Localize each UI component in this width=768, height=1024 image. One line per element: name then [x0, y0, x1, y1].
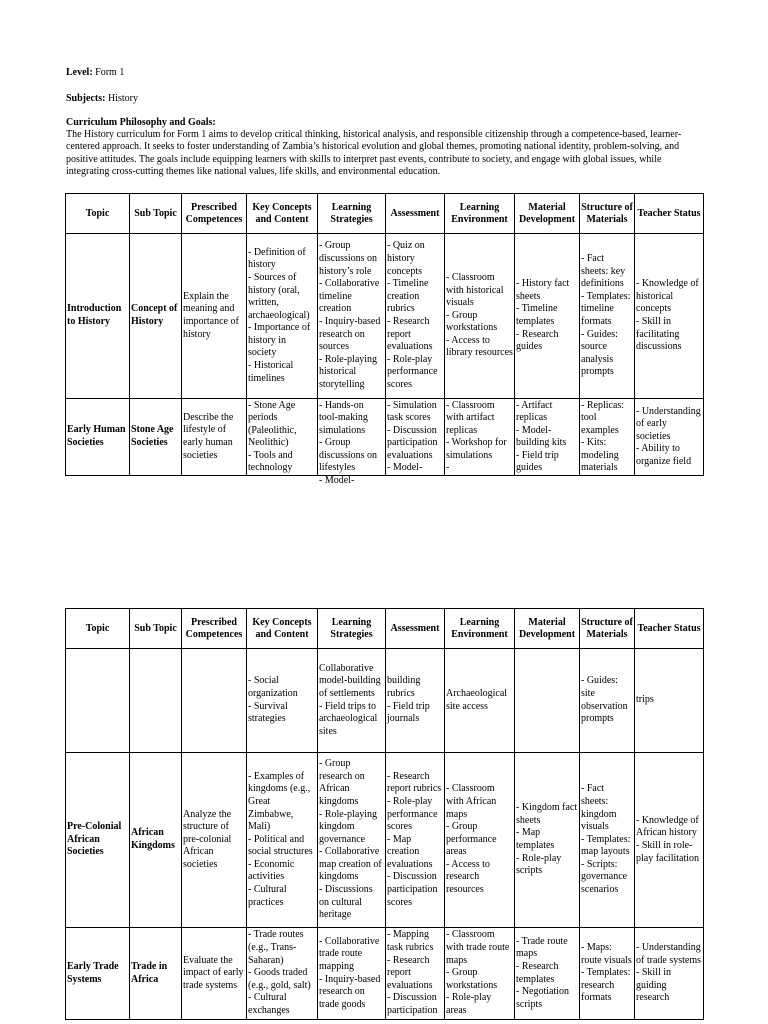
assessment-cell [386, 649, 445, 753]
column-header: Material Development [515, 194, 580, 234]
cell-text: Analyze the structure of pre-colonial African societies [183, 808, 232, 870]
cell-text: Concept of History [131, 303, 178, 327]
cell-text: - Kingdom fact sheets - Map templates - Role-play scripts [516, 802, 578, 877]
cell-text: - Fact sheets: kingdom visuals - Templates: map layouts - Scripts: governance scenarios [581, 783, 631, 896]
table-header-row [66, 194, 704, 234]
structure-cell [580, 399, 635, 476]
column-header: Teacher Status [635, 194, 704, 234]
cell-text: - Social organization - Survival strategies [248, 675, 298, 725]
structure-cell [580, 928, 635, 1020]
topic-cell [66, 649, 130, 753]
cell-text: - Trade route maps - Research templates - Negotiation scripts [516, 935, 570, 1010]
structure-cell [580, 753, 635, 928]
column-header: Topic [66, 609, 130, 649]
cell-text: Evaluate the impact of early trade systems [183, 954, 244, 991]
column-header: Sub Topic [130, 609, 182, 649]
strategies-cell [318, 234, 386, 399]
column-header: Learning Strategies [318, 609, 386, 649]
column-header: Structure of Materials [580, 609, 635, 649]
cell-text: - Stone Age periods (Paleolithic, Neolithic) - Tools and technology [248, 399, 297, 474]
column-header: Key Concepts and Content [247, 194, 318, 234]
table-row [66, 928, 704, 1020]
competences-cell [182, 753, 247, 928]
cell-text: - Understanding of trade systems - Skill in guiding research [636, 942, 701, 1004]
subjects-value: History [107, 93, 138, 104]
cell-text: - Trade routes (e.g., Trans-Saharan) - Goods traded (e.g., gold, salt) - Cultural exchanges [248, 929, 311, 1016]
curriculum-table-1 [65, 193, 704, 487]
table-row [66, 234, 704, 399]
column-header: Assessment [386, 609, 445, 649]
subtopic-cell [130, 753, 182, 928]
materials-cell [515, 649, 580, 753]
subtopic-cell [130, 649, 182, 753]
cell-text: - Definition of history - Sources of history (oral, written, archaeological) - Importance of history in society - Historical timelines [248, 246, 311, 384]
cell-text: - Understanding of early societies - Ability to organize field [636, 405, 701, 467]
cell-text: - Simulation task scores - Discussion participation evaluations - Model- [387, 399, 438, 474]
cell-text: - Hands-on tool-making simulations - Group discussions on lifestyles - Model- [319, 399, 378, 487]
cell-text: - Maps: route visuals - Templates: research formats [581, 942, 632, 1004]
teacher-cell [635, 928, 704, 1020]
table-body [66, 649, 704, 1020]
topic-cell [66, 399, 130, 476]
environment-cell [445, 234, 515, 399]
strategies-cell [318, 928, 386, 1020]
materials-cell [515, 399, 580, 476]
cell-text: Early Trade Systems [67, 960, 119, 985]
column-header: Assessment [386, 194, 445, 234]
philosophy-section [66, 117, 706, 179]
cell-text: building rubrics - Field trip journals [387, 675, 430, 725]
concepts-cell [247, 234, 318, 399]
subjects-label: Subjects: [66, 93, 106, 104]
column-header: Learning Environment [445, 194, 515, 234]
strategies-cell [318, 399, 386, 487]
cell-text: Early Human Societies [67, 424, 126, 448]
structure-cell [580, 649, 635, 753]
column-header: Prescribed Competences [182, 194, 247, 234]
level-line [66, 67, 124, 79]
cell-text: - Artifact replicas - Model-building kits - Field trip guides [516, 399, 567, 474]
cell-text: Describe the lifestyle of early human societies [183, 411, 234, 461]
concepts-cell [247, 649, 318, 753]
subtopic-cell [130, 928, 182, 1020]
cell-text: - Knowledge of African history - Skill in role-play facilitation [636, 814, 700, 864]
cell-text: - Group discussions on history’s role - Collaborative timeline creation - Inquiry-based research on sources - Role-playing historical storytelling [319, 240, 381, 390]
column-header: Material Development [515, 609, 580, 649]
cell-text: - Collaborative trade route mapping - Inquiry-based research on trade goods [319, 935, 381, 1010]
topic-cell [66, 928, 130, 1020]
teacher-cell [635, 753, 704, 928]
strategies-cell [318, 753, 386, 928]
environment-cell [445, 753, 515, 928]
materials-cell [515, 753, 580, 928]
subtopic-cell [130, 234, 182, 399]
cell-text: Stone Age Societies [131, 424, 174, 448]
environment-cell [445, 649, 515, 753]
cell-text: - Research report rubrics - Role-play performance scores - Map creation evaluations - Discussion participation scores [387, 770, 442, 908]
teacher-cell [635, 234, 704, 399]
column-header: Key Concepts and Content [247, 609, 318, 649]
cell-text: - Classroom with African maps - Group performance areas - Access to research resources [446, 783, 497, 896]
cell-text: - Replicas: tool examples - Kits: modeling materials [581, 399, 625, 474]
philosophy-heading: Curriculum Philosophy and Goals: [66, 117, 216, 128]
cell-text: - Classroom with trade route maps - Group workstations - Role-play areas [446, 929, 510, 1016]
table-row [66, 399, 704, 476]
cell-text: - Classroom with historical visuals - Group workstations - Access to library resources [446, 271, 513, 359]
assessment-cell [386, 234, 445, 399]
cell-text: trips [636, 694, 654, 706]
concepts-cell [247, 928, 318, 1020]
column-header: Structure of Materials [580, 194, 635, 234]
environment-cell [445, 928, 515, 1020]
topic-cell [66, 234, 130, 399]
teacher-cell [635, 399, 704, 476]
curriculum-table-2 [65, 608, 704, 1020]
cell-text: Introduction to History [67, 303, 122, 327]
cell-text: Trade in Africa [131, 960, 168, 985]
cell-text: Archaeological site access [446, 687, 508, 712]
column-header: Sub Topic [130, 194, 182, 234]
concepts-cell [247, 753, 318, 928]
level-label: Level: [66, 67, 93, 78]
competences-cell [182, 399, 247, 476]
column-header: Topic [66, 194, 130, 234]
teacher-cell [635, 649, 704, 753]
cell-text: - Classroom with artifact replicas - Workshop for simulations - [446, 399, 507, 474]
competences-cell [182, 928, 247, 1020]
level-value: Form 1 [95, 67, 125, 78]
concepts-cell [247, 399, 318, 476]
column-header: Learning Strategies [318, 194, 386, 234]
table-header-row [66, 609, 704, 649]
subjects-line [66, 93, 138, 105]
cell-text: - Guides: site observation prompts [581, 675, 628, 725]
column-header: Prescribed Competences [182, 609, 247, 649]
competences-cell [182, 234, 247, 399]
cell-text: - Examples of kingdoms (e.g., Great Zimbabwe, Mali) - Political and social structures - Economic activities - Cultural practices [248, 770, 313, 908]
cell-text: Collaborative model-building of settlements - Field trips to archaeological sites [319, 662, 381, 737]
cell-text: - Group research on African kingdoms - Role-playing kingdom governance - Collaborative map creation of kingdoms - Discussions on cultural heritage [319, 758, 382, 921]
subtopic-cell [130, 399, 182, 476]
cell-text: - Quiz on history concepts - Timeline creation rubrics - Research report evaluations - Role-play performance scores [387, 240, 438, 390]
structure-cell [580, 234, 635, 399]
cell-text: African Kingdoms [131, 827, 175, 851]
cell-text: - Knowledge of historical concepts - Skill in facilitating discussions [636, 278, 699, 353]
table-row [66, 753, 704, 928]
topic-cell [66, 753, 130, 928]
cell-text: Pre-Colonial African Societies [67, 821, 122, 858]
materials-cell [515, 234, 580, 399]
table-body [66, 234, 704, 487]
table-row [66, 649, 704, 753]
philosophy-text: The History curriculum for Form 1 aims to develop critical thinking, historical analysis, and responsible citizenship through a competence-based, learner-centered approach. It seeks to foster understanding of Zambia’s historical evolution and global themes, promoting national identity, problem-solving, and positive attitudes. The goals include equipping learners with skills to interpret past events, contribute to society, and engage with global issues, while integrating cross-cutting themes like national values, life skills, and environmental education. [66, 129, 682, 178]
cell-text: - History fact sheets - Timeline templates - Research guides [516, 278, 570, 353]
cell-text: Explain the meaning and importance of history [183, 290, 239, 340]
assessment-cell [386, 928, 445, 1020]
materials-cell [515, 928, 580, 1020]
cell-text: - Mapping task rubrics - Research report evaluations - Discussion participation [387, 929, 438, 1016]
assessment-cell [386, 753, 445, 928]
cell-text: - Fact sheets: key definitions - Templates: timeline formats - Guides: source analysis prompts [581, 253, 631, 378]
column-header: Learning Environment [445, 609, 515, 649]
competences-cell [182, 649, 247, 753]
environment-cell [445, 399, 515, 476]
strategies-cell [318, 649, 386, 753]
column-header: Teacher Status [635, 609, 704, 649]
assessment-cell [386, 399, 445, 476]
